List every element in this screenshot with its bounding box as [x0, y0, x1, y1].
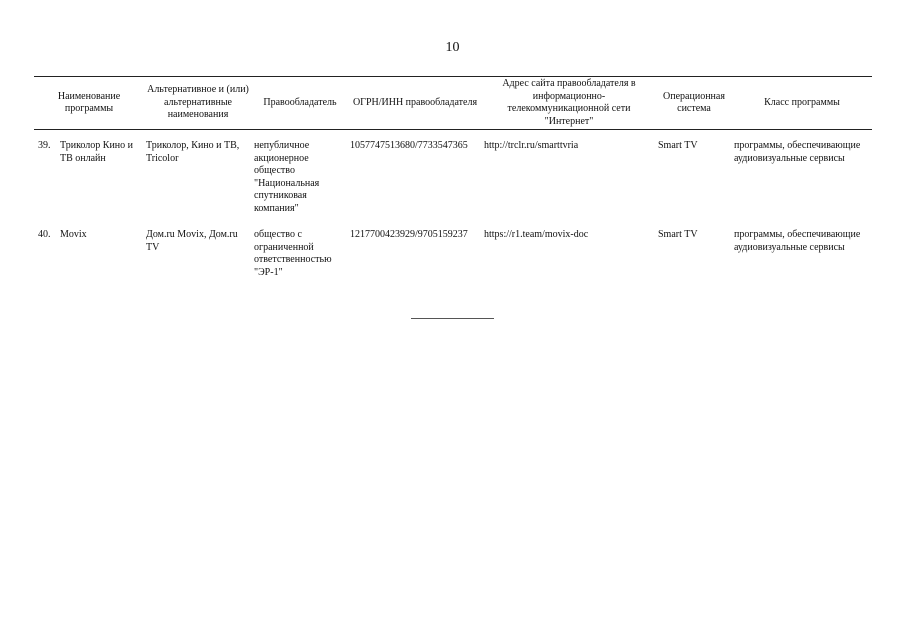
cell-program-class: программы, обеспечивающие аудиовизуальные сервисы: [734, 140, 861, 164]
header-alt-names: Альтернативное и (или) альтернативные наименования: [144, 77, 252, 130]
page-number: 10: [445, 40, 460, 55]
header-website: Адрес сайта правообладателя в информационно-телекоммуникационной сети "Интернет": [482, 77, 656, 130]
software-registry-table: [34, 76, 872, 279]
table-header-row: [34, 77, 872, 130]
cell-website: http://trclr.ru/smarttvria: [484, 140, 579, 151]
header-program-name: Наименование программы: [34, 77, 144, 130]
table-row: [34, 130, 872, 216]
cell-operating-system: Smart TV: [658, 140, 698, 151]
cell-ogrn-inn: 1057747513680/7733547365: [350, 140, 468, 151]
table-row: [34, 215, 872, 279]
cell-website: https://r1.team/movix-doc: [484, 229, 589, 240]
cell-rights-holder: общество с ограниченной ответственностью "ЭР-1": [254, 229, 332, 278]
program-name: Триколор Кино и ТВ онлайн: [60, 140, 134, 164]
row-number: 40.: [38, 229, 51, 240]
header-ogrn-inn: ОГРН/ИНН правообладателя: [348, 77, 482, 130]
cell-ogrn-inn: 1217700423929/9705159237: [350, 229, 468, 240]
footer-divider: [411, 318, 494, 319]
header-rights-holder: Правообладатель: [252, 77, 348, 130]
header-operating-system: Операционная система: [656, 77, 732, 130]
cell-program-name: [34, 215, 144, 279]
cell-program-name: [34, 130, 144, 216]
program-name: Movix: [60, 229, 87, 240]
cell-alt-names: Дом.ru Movix, Дом.ru TV: [146, 229, 238, 253]
cell-operating-system: Smart TV: [658, 229, 698, 240]
header-program-class: Класс программы: [732, 77, 872, 130]
cell-alt-names: Триколор, Кино и ТВ, Tricolor: [146, 140, 240, 164]
cell-rights-holder: непубличное акционерное общество "Национальная спутниковая компания": [254, 140, 320, 214]
row-number: 39.: [38, 140, 51, 151]
cell-program-class: программы, обеспечивающие аудиовизуальные сервисы: [734, 229, 861, 253]
